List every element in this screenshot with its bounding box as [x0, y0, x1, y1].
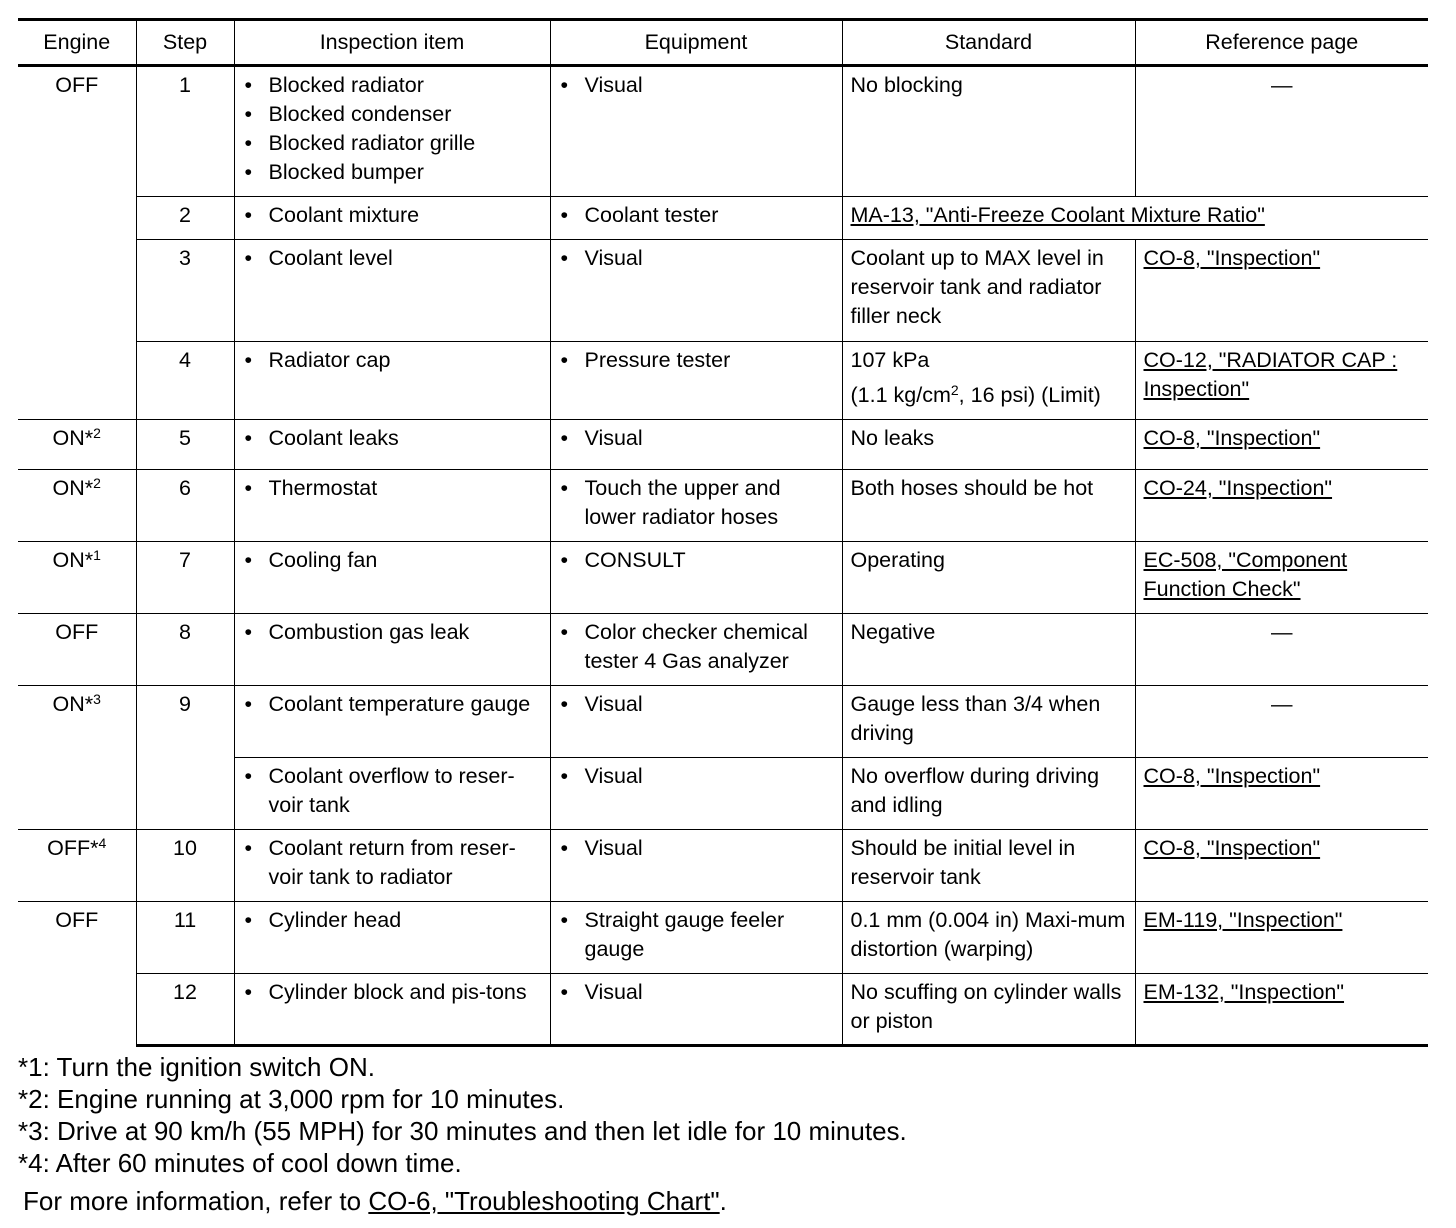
engine-cell: ON*$^3$	[18, 686, 136, 830]
reference-link[interactable]: MA-13, "Anti-Freeze Coolant Mixture Ratio"	[850, 203, 1265, 227]
more-info-line: For more information, refer to CO-6, "Troubleshooting Chart".	[23, 1186, 727, 1216]
engine-cell: ON*$^2$	[18, 470, 136, 542]
reference-cell	[1135, 974, 1428, 1046]
footnote-4: *4: After 60 minutes of cool down time.	[18, 1148, 462, 1178]
footnote-1: *1: Turn the ignition switch ON.	[18, 1052, 375, 1082]
reference-cell: —	[1135, 614, 1428, 686]
bullet-icon: •	[244, 476, 253, 500]
inspection-item-cell	[234, 66, 550, 197]
bullet-icon: •	[560, 73, 569, 97]
bullet-icon: •	[560, 548, 569, 572]
step-cell: 5	[136, 420, 234, 470]
inspection-item-cell: • Coolant leaks	[234, 420, 550, 470]
engine-cell: OFF	[18, 614, 136, 686]
standard-cell: 107 kPa (1.1 $kg/cm^2$, 16 psi) (Limit)	[842, 342, 1135, 420]
step-cell: 7	[136, 542, 234, 614]
table-row	[18, 66, 1428, 197]
inspection-item-cell: • Radiator cap	[234, 342, 550, 420]
step-cell: 8	[136, 614, 234, 686]
inspection-page	[18, 18, 1428, 1217]
table-row	[18, 197, 1428, 240]
reference-link[interactable]: CO-24, "Inspection"	[1143, 476, 1333, 500]
inspection-item-cell: • Cylinder head	[234, 902, 550, 974]
equipment-cell: • Straight gauge feeler gauge	[550, 902, 842, 974]
bullet-icon: •	[560, 908, 569, 932]
equipment-cell: • Visual	[550, 830, 842, 902]
equipment-cell: • Visual	[550, 240, 842, 342]
reference-link[interactable]: EM-132, "Inspection"	[1143, 980, 1345, 1004]
standard-cell: Operating	[842, 542, 1135, 614]
engine-cell: ON*$^1$	[18, 542, 136, 614]
equipment-cell: • Touch the upper and lower radiator hoses	[550, 470, 842, 542]
step-cell: 2	[136, 197, 234, 240]
inspection-item-cell: • Coolant overflow to reser-voir tank	[234, 758, 550, 830]
bullet-icon: •	[244, 836, 253, 860]
reference-cell	[1135, 420, 1428, 470]
standard-cell: 0.1 mm (0.004 in) Maxi-mum distortion (warping)	[842, 902, 1135, 974]
reference-cell	[1135, 902, 1428, 974]
bullet-icon: •	[560, 764, 569, 788]
bullet-icon: •	[560, 348, 569, 372]
standard-cell: No scuffing on cylinder walls or piston	[842, 974, 1135, 1046]
header-step: Step	[136, 20, 234, 66]
equipment-cell: • Color checker chemical tester 4 Gas analyzer	[550, 614, 842, 686]
reference-link[interactable]: CO-8, "Inspection"	[1143, 246, 1321, 270]
step-cell: 11	[136, 902, 234, 974]
bullet-icon: •	[560, 476, 569, 500]
inspection-item-cell: • Coolant temperature gauge	[234, 686, 550, 758]
bullet-icon: •	[560, 426, 569, 450]
header-inspection-item: Inspection item	[234, 20, 550, 66]
step-cell: 6	[136, 470, 234, 542]
step-cell: 10	[136, 830, 234, 902]
equipment-cell: • Pressure tester	[550, 342, 842, 420]
engine-cell: ON*$^2$	[18, 420, 136, 470]
bullet-icon: •	[560, 203, 569, 227]
table-row	[18, 830, 1428, 902]
step-cell: 4	[136, 342, 234, 420]
bullet-icon: •	[244, 548, 253, 572]
bullet-icon: •	[244, 246, 253, 270]
reference-cell	[1135, 470, 1428, 542]
table-row	[18, 542, 1428, 614]
table-row	[18, 974, 1428, 1046]
bullet-icon: •	[244, 203, 253, 227]
bullet-icon: •	[244, 102, 253, 126]
header-equipment: Equipment	[550, 20, 842, 66]
inspection-table	[18, 18, 1428, 1047]
header-reference-page: Reference page	[1135, 20, 1428, 66]
inspection-item-cell: • Coolant mixture	[234, 197, 550, 240]
engine-cell: OFF	[55, 73, 99, 97]
reference-cell: —	[1135, 66, 1428, 197]
reference-cell	[1135, 830, 1428, 902]
table-row	[18, 240, 1428, 342]
inspection-item-cell: • Coolant level	[234, 240, 550, 342]
reference-link[interactable]: EC-508, "Component Function Check"	[1143, 548, 1348, 601]
standard-cell: Coolant up to MAX level in reservoir tank and radiator filler neck	[842, 240, 1135, 342]
bullet-icon: •	[244, 73, 253, 97]
bullet-icon: •	[244, 160, 253, 184]
list-item: • Blocked radiator grille	[243, 129, 542, 158]
reference-link[interactable]: EM-119, "Inspection"	[1143, 908, 1343, 932]
table-row	[18, 902, 1428, 974]
equipment-cell: • Coolant tester	[550, 197, 842, 240]
inspection-item-cell: • Cooling fan	[234, 542, 550, 614]
standard-cell: Both hoses should be hot	[842, 470, 1135, 542]
bullet-icon: •	[244, 620, 253, 644]
standard-cell: Gauge less than 3/4 when driving	[842, 686, 1135, 758]
step-cell: 12	[136, 974, 234, 1046]
bullet-icon: •	[244, 348, 253, 372]
reference-link[interactable]: CO-8, "Inspection"	[1143, 764, 1321, 788]
bullet-icon: •	[244, 980, 253, 1004]
bullet-icon: •	[244, 692, 253, 716]
equipment-cell: • Visual	[550, 420, 842, 470]
table-row	[18, 686, 1428, 758]
bullet-icon: •	[560, 246, 569, 270]
reference-cell: —	[1135, 686, 1428, 758]
table-row	[18, 420, 1428, 470]
table-row	[18, 614, 1428, 686]
header-standard: Standard	[842, 20, 1135, 66]
reference-cell	[1135, 342, 1428, 420]
reference-cell	[1135, 240, 1428, 342]
footnote-2: *2: Engine running at 3,000 rpm for 10 minutes.	[18, 1084, 565, 1114]
list-item: • Blocked bumper	[243, 158, 542, 187]
table-row	[18, 342, 1428, 420]
bullet-icon: •	[560, 620, 569, 644]
inspection-item-cell: • Thermostat	[234, 470, 550, 542]
troubleshooting-chart-link[interactable]: CO-6, "Troubleshooting Chart"	[368, 1186, 720, 1216]
list-item: • Blocked condenser	[243, 100, 542, 129]
bullet-icon: •	[560, 692, 569, 716]
inspection-item-cell: • Coolant return from reser-voir tank to radiator	[234, 830, 550, 902]
standard-cell: No blocking	[842, 66, 1135, 197]
standard-cell: No overflow during driving and idling	[842, 758, 1135, 830]
equipment-cell: • Visual	[550, 758, 842, 830]
reference-link[interactable]: CO-12, "RADIATOR CAP : Inspection"	[1143, 348, 1398, 401]
table-row	[18, 470, 1428, 542]
table-header-row	[18, 20, 1428, 66]
engine-cell: OFF*$^4$	[18, 830, 136, 902]
header-engine: Engine	[18, 20, 136, 66]
inspection-item-cell: • Combustion gas leak	[234, 614, 550, 686]
standard-cell: No leaks	[842, 420, 1135, 470]
equipment-cell: • Visual	[550, 66, 842, 197]
reference-cell	[1135, 542, 1428, 614]
footnote-3: *3: Drive at 90 km/h (55 MPH) for 30 minutes and then let idle for 10 minutes.	[18, 1116, 907, 1146]
reference-cell	[1135, 758, 1428, 830]
step-cell: 1	[136, 66, 234, 197]
step-cell: 9	[136, 686, 234, 830]
bullet-icon: •	[244, 131, 253, 155]
reference-cell	[842, 197, 1428, 240]
equipment-cell: • Visual	[550, 974, 842, 1046]
bullet-icon: •	[560, 980, 569, 1004]
footnotes	[18, 1051, 1428, 1217]
standard-cell: Negative	[842, 614, 1135, 686]
equipment-cell: • Visual	[550, 686, 842, 758]
bullet-icon: •	[244, 764, 253, 788]
equipment-cell: • CONSULT	[550, 542, 842, 614]
reference-link[interactable]: CO-8, "Inspection"	[1143, 836, 1321, 860]
bullet-icon: •	[560, 836, 569, 860]
bullet-icon: •	[244, 908, 253, 932]
list-item: • Blocked radiator	[243, 71, 542, 100]
step-cell: 3	[136, 240, 234, 342]
bullet-icon: •	[244, 426, 253, 450]
inspection-item-cell: • Cylinder block and pis-tons	[234, 974, 550, 1046]
engine-cell: OFF	[18, 902, 136, 1046]
reference-link[interactable]: CO-8, "Inspection"	[1143, 426, 1321, 450]
standard-cell: Should be initial level in reservoir tank	[842, 830, 1135, 902]
